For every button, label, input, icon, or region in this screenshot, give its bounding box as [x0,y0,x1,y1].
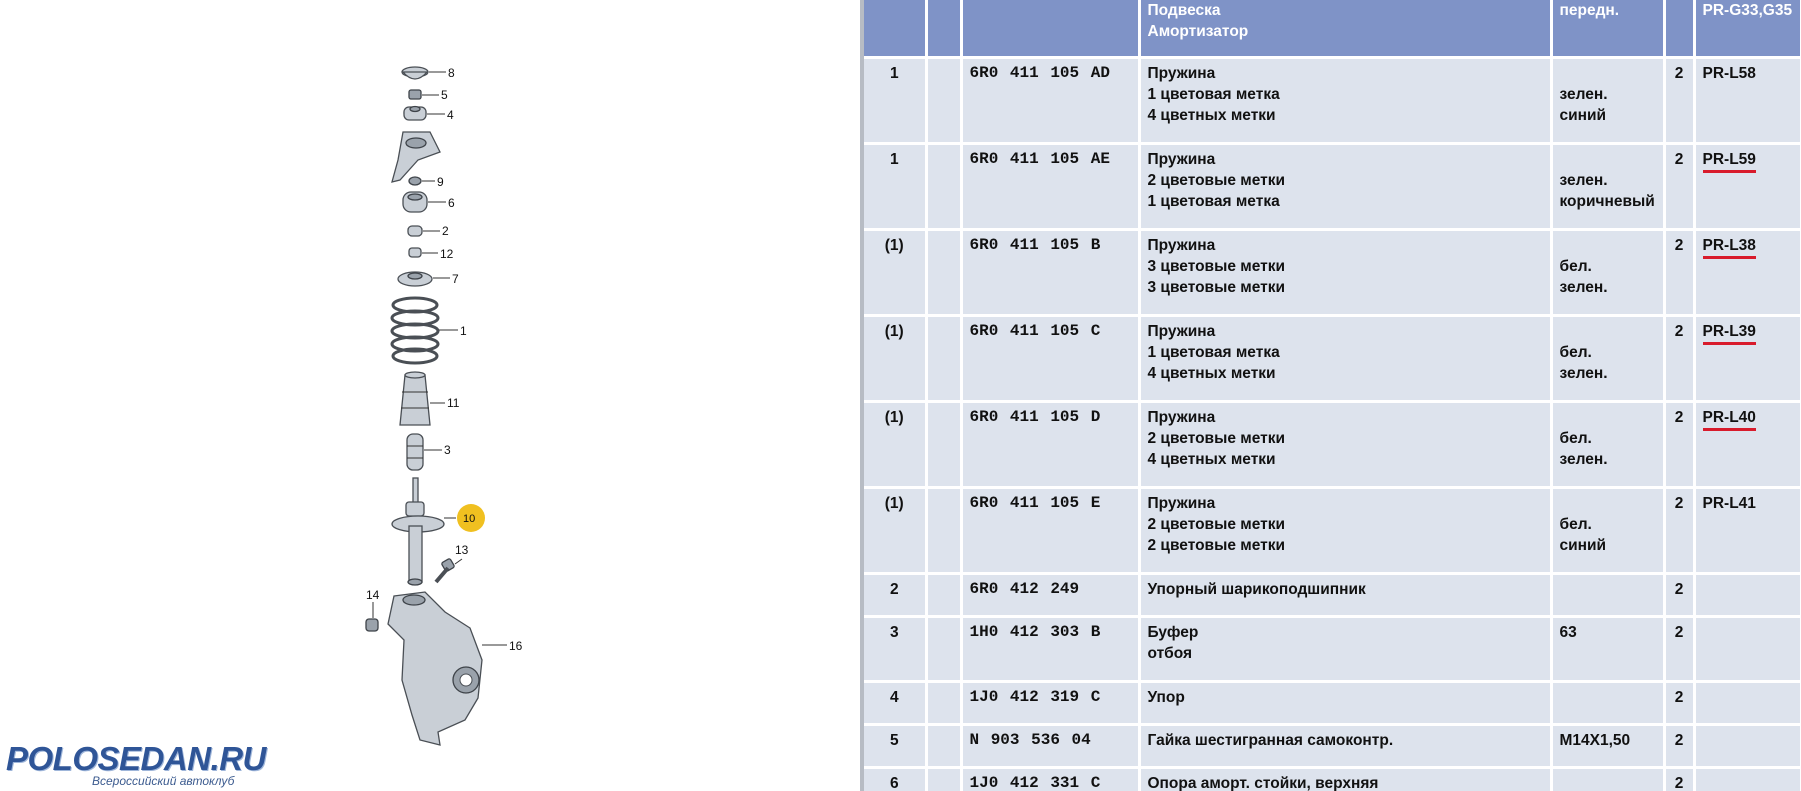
cell-qty: 2 [1664,316,1694,402]
remark-line: зелен. [1559,279,1608,296]
cell-description [1139,316,1551,402]
description-line: 3 цветовые метки [1147,258,1286,275]
table-row[interactable] [864,574,1801,617]
model-code[interactable]: PR-L41 [1702,495,1756,512]
table-row[interactable] [864,488,1801,574]
cell-partno: 6R0 411 105 AD [961,58,1139,144]
cell-blank [926,316,961,402]
description-line: 4 цветных метки [1147,365,1276,382]
table-row[interactable] [864,230,1801,316]
remark-line: коричневый [1559,193,1655,210]
remark-line: бел. [1559,344,1592,361]
cell-blank [926,682,961,725]
logo-subtitle: Всероссийский автоклуб [92,774,235,788]
cell-partno: N 903 536 04 [961,725,1139,768]
callout-12: 12 [440,247,454,261]
callout-11: 11 [447,396,460,410]
remark-line: синий [1559,537,1607,554]
cell-blank [926,725,961,768]
description-line: Пружина [1147,495,1216,512]
callout-6: 6 [448,196,455,210]
callout-2: 2 [442,224,449,238]
cell-model [1694,768,1801,791]
part-2-bearing[interactable] [408,226,422,236]
table-row[interactable] [864,682,1801,725]
description-line: Пружина [1147,237,1216,254]
remark-line: зелен. [1559,172,1608,189]
part-4-stop[interactable] [404,107,426,121]
cell-model [1694,58,1801,144]
remark-line: бел. [1559,430,1592,447]
header-description-line2: Амортизатор [1147,23,1249,40]
cell-partno: 1H0 412 303 B [961,617,1139,682]
cell-description [1139,617,1551,682]
description-line: 2 цветовые метки [1147,537,1286,554]
table-body [864,58,1801,791]
callout-16: 16 [509,639,523,653]
cell-description [1139,725,1551,768]
cell-pos: 1 [864,58,926,144]
cell-pos: 5 [864,725,926,768]
cell-blank [926,768,961,791]
description-line: 1 цветовая метка [1147,344,1280,361]
description-line: 2 цветовые метки [1147,430,1286,447]
header-model: PR-G33,G35 [1694,0,1801,58]
description-line: Упорный шарикоподшипник [1147,581,1366,598]
cell-description [1139,230,1551,316]
cell-qty: 2 [1664,402,1694,488]
remark-line [1560,321,1656,342]
cell-model [1694,316,1801,402]
remark-line: M14X1,50 [1559,732,1631,749]
cell-remark [1551,725,1664,768]
description-line: 3 цветовые метки [1147,279,1286,296]
cell-remark [1551,617,1664,682]
remark-line: зелен. [1559,86,1608,103]
cell-pos: 4 [864,682,926,725]
part-3-bump-stop[interactable] [407,434,423,470]
parts-table-panel [864,0,1801,791]
cell-partno: 6R0 411 105 D [961,402,1139,488]
parts-table [864,0,1801,791]
cell-description [1139,402,1551,488]
description-line: Пружина [1147,65,1216,82]
cell-model [1694,682,1801,725]
cell-remark [1551,574,1664,617]
part-1-spring[interactable] [392,298,438,363]
cell-description [1139,768,1551,791]
cell-blank [926,488,961,574]
cell-partno: 6R0 412 249 [961,574,1139,617]
description-line: Пружина [1147,151,1216,168]
logo-title: POLOSEDAN.RU [6,740,266,777]
header-remark: передн. [1551,0,1664,58]
cell-model [1694,488,1801,574]
callout-7: 7 [452,272,459,286]
cell-description [1139,488,1551,574]
cell-qty: 2 [1664,682,1694,725]
header-qty [1664,0,1694,58]
remark-line [1560,407,1656,428]
cell-blank [926,617,961,682]
part-5-nut[interactable] [409,90,421,99]
remark-line: бел. [1559,258,1592,275]
cell-model [1694,617,1801,682]
cell-partno: 1J0 412 331 C [961,768,1139,791]
remark-line: 63 [1559,624,1577,641]
part-10-shock-absorber[interactable] [392,478,444,585]
header-partno [961,0,1139,58]
remark-line [1560,579,1656,600]
table-row[interactable] [864,617,1801,682]
part-7-spring-seat[interactable] [398,272,432,286]
description-line: Гайка шестигранная самоконтр. [1147,732,1394,749]
cell-blank [926,144,961,230]
remark-line [1560,149,1656,170]
cell-remark [1551,402,1664,488]
cell-blank [926,402,961,488]
cell-partno: 6R0 411 105 B [961,230,1139,316]
description-line: 4 цветных метки [1147,107,1276,124]
part-8-cap[interactable] [402,67,428,79]
part-9-washer[interactable] [409,177,421,185]
model-code[interactable]: PR-L40 [1703,408,1756,431]
cell-blank [926,58,961,144]
table-row[interactable] [864,725,1801,768]
callout-8: 8 [448,66,455,80]
table-row[interactable] [864,402,1801,488]
part-11-boot[interactable] [400,372,430,425]
header-pos [864,0,926,58]
description-line: Упор [1147,689,1185,706]
remark-line: зелен. [1559,451,1608,468]
cell-pos: 3 [864,617,926,682]
cell-pos: 2 [864,574,926,617]
part-14-nut[interactable] [366,619,378,631]
cell-remark [1551,144,1664,230]
table-header-row [864,0,1801,58]
remark-line: бел. [1559,516,1592,533]
cell-remark [1551,682,1664,725]
part-12-ring[interactable] [409,248,421,257]
part-6-mount[interactable] [403,192,427,212]
header-blank [926,0,961,58]
cell-remark [1551,488,1664,574]
cell-blank [926,574,961,617]
cell-pos: 6 [864,768,926,791]
remark-line: синий [1559,107,1607,124]
cell-pos: (1) [864,488,926,574]
cell-partno: 6R0 411 105 E [961,488,1139,574]
cell-model [1694,574,1801,617]
cell-partno: 6R0 411 105 AE [961,144,1139,230]
model-code[interactable]: PR-L39 [1703,322,1756,345]
model-code[interactable]: PR-L59 [1703,150,1756,173]
part-top-mount[interactable] [392,132,440,182]
description-line: Буфер [1147,624,1199,641]
remark-line [1560,63,1656,84]
cell-partno: 6R0 411 105 C [961,316,1139,402]
cell-model [1694,725,1801,768]
cell-remark [1551,768,1664,791]
cell-remark [1551,58,1664,144]
callout-10: 10 [463,513,476,525]
cell-qty: 2 [1664,574,1694,617]
cell-blank [926,230,961,316]
callout-5: 5 [441,88,448,102]
cell-description [1139,58,1551,144]
table-row[interactable] [864,316,1801,402]
cell-qty: 2 [1664,230,1694,316]
callout-14: 14 [366,588,380,602]
cell-description [1139,682,1551,725]
description-line: 1 цветовая метка [1147,193,1280,210]
cell-description [1139,144,1551,230]
remark-line [1560,493,1656,514]
description-line: 1 цветовая метка [1147,86,1280,103]
table-row[interactable] [864,58,1801,144]
cell-model [1694,144,1801,230]
cell-qty: 2 [1664,144,1694,230]
cell-remark [1551,230,1664,316]
part-16-knuckle[interactable] [388,592,482,745]
cell-pos: (1) [864,316,926,402]
cell-model [1694,402,1801,488]
description-line: Пружина [1147,323,1216,340]
callout-4: 4 [447,108,454,122]
exploded-diagram [0,0,860,791]
description-line: 2 цветовые метки [1147,172,1286,189]
header-description [1139,0,1551,58]
callout-13: 13 [455,543,469,557]
cell-model [1694,230,1801,316]
header-description-line1: Подвеска [1147,2,1221,19]
description-line: 4 цветных метки [1147,451,1276,468]
cell-qty: 2 [1664,768,1694,791]
description-line: 2 цветовые метки [1147,516,1286,533]
cell-qty: 2 [1664,617,1694,682]
remark-line: зелен. [1559,365,1608,382]
cell-qty: 2 [1664,58,1694,144]
remark-line [1560,235,1656,256]
table-row[interactable] [864,768,1801,791]
callout-3: 3 [444,443,451,457]
remark-line [1560,687,1656,708]
callout-1: 1 [460,324,467,338]
callout-9: 9 [437,175,444,189]
description-line: Пружина [1147,409,1216,426]
cell-remark [1551,316,1664,402]
description-line: Опора аморт. стойки, верхняя [1147,775,1379,791]
table-row[interactable] [864,144,1801,230]
cell-description [1139,574,1551,617]
cell-qty: 2 [1664,488,1694,574]
model-code[interactable]: PR-L58 [1702,65,1756,82]
cell-qty: 2 [1664,725,1694,768]
cell-pos: (1) [864,230,926,316]
cell-partno: 1J0 412 319 C [961,682,1139,725]
remark-line [1560,773,1656,791]
suspension-strut-illustration [0,0,860,791]
polosedan-logo [6,742,266,788]
description-line: отбоя [1147,645,1193,662]
model-code[interactable]: PR-L38 [1703,236,1756,259]
cell-pos: 1 [864,144,926,230]
part-13-bolt[interactable] [436,558,455,582]
cell-pos: (1) [864,402,926,488]
